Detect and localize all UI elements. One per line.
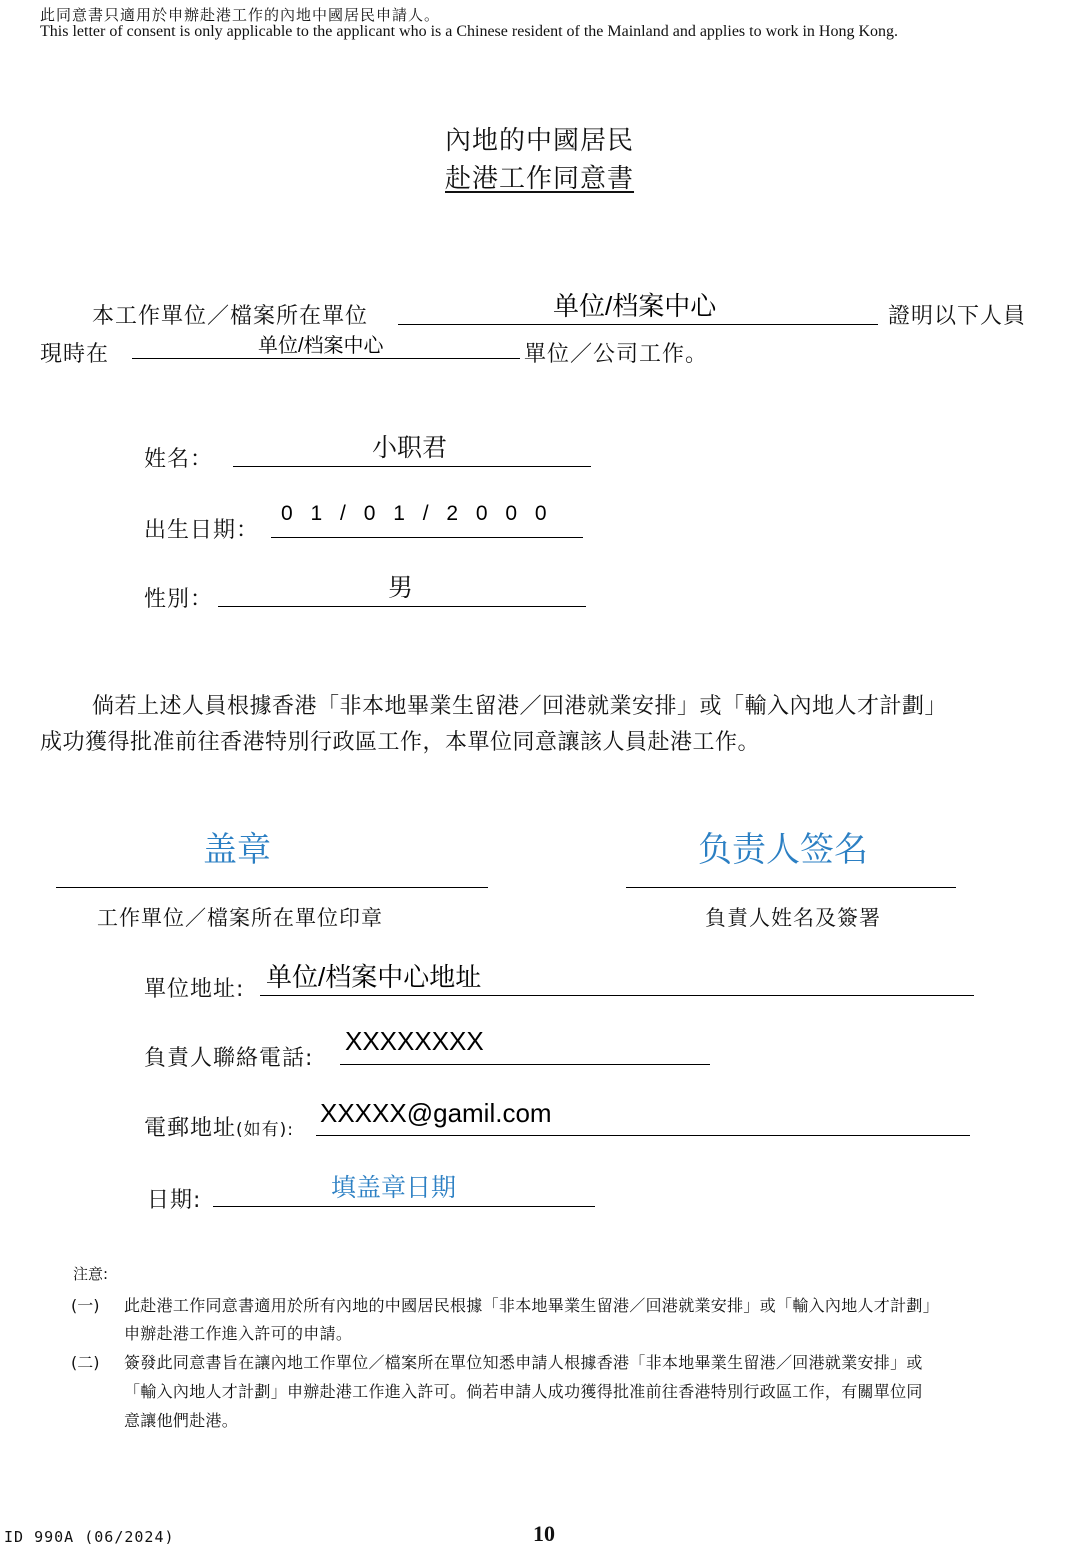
unit-field-value[interactable]: 单位/档案中心 <box>553 291 717 321</box>
seal-caption: 工作單位／檔案所在單位印章 <box>97 906 383 930</box>
sex-label: 性別： <box>144 587 214 612</box>
date-field-value[interactable]: 填盖章日期 <box>331 1173 457 1202</box>
note-2-line2: 「輸入內地人才計劃」申辦赴港工作進入許可。倘若申請人成功獲得批准前往香港特別行政區工作，有關單位同 <box>124 1382 923 1401</box>
email-field-line <box>316 1135 970 1136</box>
address-field-value[interactable]: 单位/档案中心地址 <box>266 962 482 992</box>
certify-suffix: 證明以下人員 <box>888 304 1027 329</box>
signature-note: 负责人签名 <box>698 830 868 870</box>
sex-field-value[interactable]: 男 <box>388 573 414 602</box>
note-2-line1: 簽發此同意書旨在讓內地工作單位／檔案所在單位知悉申請人根據香港「非本地畢業生留港／回港就業安排」或 <box>124 1353 923 1372</box>
note-1-line2: 申辦赴港工作進入許可的申請。 <box>124 1324 353 1343</box>
company-field-line <box>132 358 520 359</box>
dob-label: 出生日期： <box>144 518 260 543</box>
name-label: 姓名： <box>144 447 214 472</box>
notes-heading: 注意: <box>73 1265 109 1283</box>
note-1-marker: (一) <box>71 1296 100 1315</box>
note-1-line1: 此赴港工作同意書適用於所有內地的中國居民根據「非本地畢業生留港／回港就業安排」或「輸入內地人才計劃」 <box>124 1296 940 1315</box>
certify-prefix: 本工作單位／檔案所在單位 <box>92 304 369 329</box>
certify-line2-prefix: 現時在 <box>40 342 110 367</box>
page-subtitle: 赴港工作同意書 <box>445 164 635 194</box>
date-label: 日期: <box>147 1188 202 1213</box>
signature-line <box>626 887 956 888</box>
address-label: 單位地址: <box>144 977 245 1002</box>
phone-field-line <box>340 1064 710 1065</box>
email-label-main: 電郵地址 <box>144 1116 237 1141</box>
dob-field-line <box>271 537 583 538</box>
note-2-line3: 意讓他們赴港。 <box>124 1411 239 1430</box>
company-field-value[interactable]: 单位/档案中心 <box>258 335 384 357</box>
dob-field-value[interactable]: 0 1 / 0 1 / 2 0 0 0 <box>281 502 553 525</box>
sex-field-line <box>218 606 586 607</box>
phone-label: 負責人聯絡電話: <box>144 1046 314 1071</box>
seal-note: 盖章 <box>203 830 271 870</box>
form-id: ID 990A (06/2024) <box>4 1528 175 1546</box>
page-number: 10 <box>533 1521 555 1546</box>
certify-line2-suffix: 單位／公司工作。 <box>524 342 709 367</box>
page-title: 內地的中國居民 <box>445 126 635 156</box>
statement-line1: 倘若上述人員根據香港「非本地畢業生留港／回港就業安排」或「輸入內地人才計劃」 <box>92 694 948 719</box>
email-label-optional: (如有): <box>236 1120 295 1140</box>
email-label <box>144 1111 294 1142</box>
name-field-value[interactable]: 小职君 <box>372 433 448 462</box>
date-field-line <box>213 1206 595 1207</box>
phone-field-value[interactable]: XXXXXXXX <box>345 1026 484 1056</box>
notice-en: This letter of consent is only applicable to the applicant who is a Chinese resident of the Mainland and applies to work in Hong Kong. <box>40 23 899 40</box>
seal-line <box>56 887 488 888</box>
signature-caption: 負責人姓名及簽署 <box>705 906 881 930</box>
email-field-value[interactable]: XXXXX@gamil.com <box>320 1098 552 1128</box>
name-field-line <box>233 466 591 467</box>
address-field-line <box>260 995 974 996</box>
notice-zh: 此同意書只適用於申辦赴港工作的內地中國居民申請人。 <box>40 6 441 24</box>
statement-line2: 成功獲得批准前往香港特別行政區工作，本單位同意讓該人員赴港工作。 <box>40 730 761 755</box>
note-2-marker: (二) <box>71 1353 100 1372</box>
unit-field-line <box>398 324 878 325</box>
